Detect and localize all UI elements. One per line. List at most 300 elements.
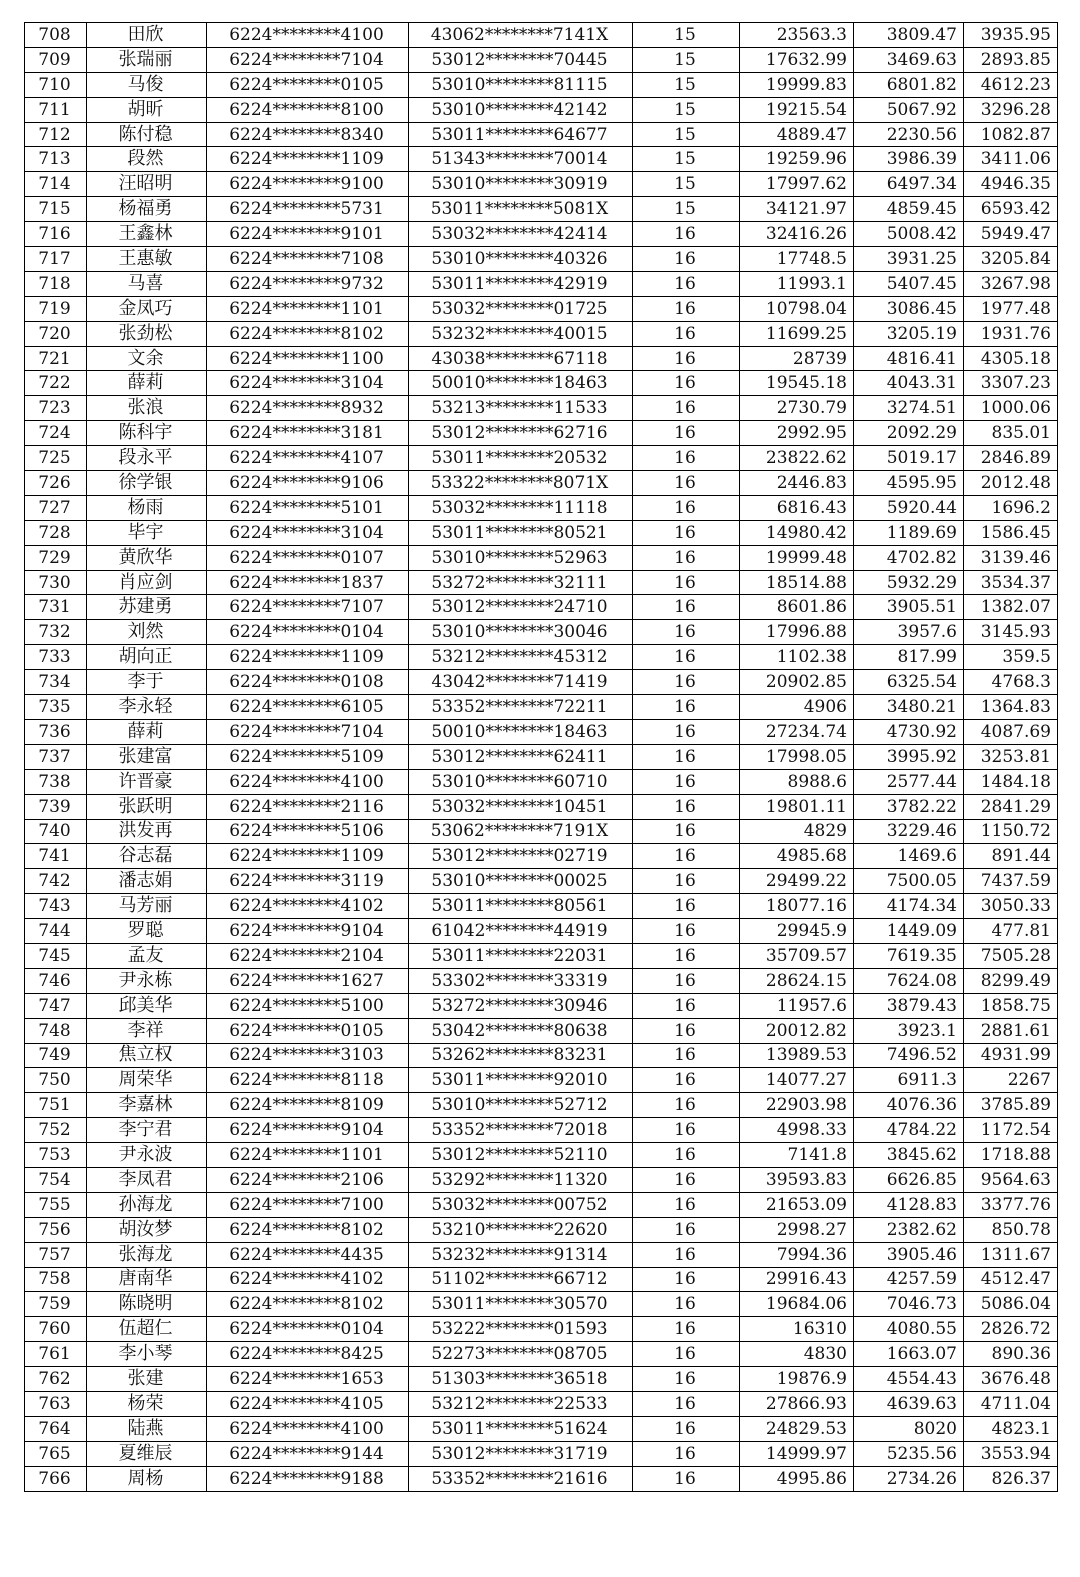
cell-subsidy: 5932.29 — [854, 570, 964, 595]
cell-bank-card-number: 6224********2116 — [207, 794, 409, 819]
cell-row-index: 740 — [25, 819, 87, 844]
cell-amount: 39593.83 — [740, 1167, 854, 1192]
cell-amount: 2730.79 — [740, 396, 854, 421]
cell-count: 16 — [633, 296, 740, 321]
cell-count: 16 — [633, 869, 740, 894]
cell-id-number: 53352********72211 — [409, 695, 633, 720]
cell-bank-card-number: 6224********1109 — [207, 645, 409, 670]
cell-id-number: 53010********52963 — [409, 545, 633, 570]
cell-name: 刘然 — [87, 620, 207, 645]
cell-subsidy: 3480.21 — [854, 695, 964, 720]
cell-id-number: 53352********21616 — [409, 1466, 633, 1491]
cell-subsidy: 4257.59 — [854, 1267, 964, 1292]
table-row — [25, 421, 1058, 446]
cell-amount: 11699.25 — [740, 321, 854, 346]
cell-subsidy: 5407.45 — [854, 271, 964, 296]
table-row — [25, 968, 1058, 993]
table-row — [25, 23, 1058, 48]
cell-id-number: 53011********42919 — [409, 271, 633, 296]
table-row — [25, 47, 1058, 72]
cell-payout: 4823.1 — [964, 1416, 1058, 1441]
cell-name: 周荣华 — [87, 1068, 207, 1093]
cell-bank-card-number: 6224********8102 — [207, 1217, 409, 1242]
cell-subsidy: 4639.63 — [854, 1391, 964, 1416]
cell-payout: 2881.61 — [964, 1018, 1058, 1043]
cell-count: 16 — [633, 1093, 740, 1118]
cell-name: 张建 — [87, 1367, 207, 1392]
cell-amount: 29916.43 — [740, 1267, 854, 1292]
cell-count: 16 — [633, 1391, 740, 1416]
cell-subsidy: 2092.29 — [854, 421, 964, 446]
cell-subsidy: 7619.35 — [854, 943, 964, 968]
cell-amount: 4889.47 — [740, 122, 854, 147]
cell-bank-card-number: 6224********0104 — [207, 620, 409, 645]
cell-subsidy: 3986.39 — [854, 147, 964, 172]
cell-count: 16 — [633, 1118, 740, 1143]
cell-id-number: 53012********52110 — [409, 1143, 633, 1168]
table-row — [25, 197, 1058, 222]
cell-name: 胡昕 — [87, 97, 207, 122]
cell-id-number: 50010********18463 — [409, 371, 633, 396]
cell-name: 李永轻 — [87, 695, 207, 720]
table-row — [25, 1367, 1058, 1392]
cell-id-number: 51303********36518 — [409, 1367, 633, 1392]
cell-amount: 19545.18 — [740, 371, 854, 396]
cell-amount: 4830 — [740, 1342, 854, 1367]
cell-payout: 3307.23 — [964, 371, 1058, 396]
cell-count: 16 — [633, 495, 740, 520]
cell-payout: 4512.47 — [964, 1267, 1058, 1292]
table-row — [25, 943, 1058, 968]
table-row — [25, 520, 1058, 545]
table-row — [25, 595, 1058, 620]
table-row — [25, 695, 1058, 720]
cell-id-number: 53272********30946 — [409, 993, 633, 1018]
cell-amount: 11957.6 — [740, 993, 854, 1018]
cell-payout: 7437.59 — [964, 869, 1058, 894]
cell-subsidy: 4128.83 — [854, 1192, 964, 1217]
cell-count: 16 — [633, 943, 740, 968]
cell-count: 16 — [633, 645, 740, 670]
cell-id-number: 53012********62716 — [409, 421, 633, 446]
cell-name: 焦立权 — [87, 1043, 207, 1068]
cell-count: 16 — [633, 993, 740, 1018]
cell-amount: 19999.48 — [740, 545, 854, 570]
cell-bank-card-number: 6224********1109 — [207, 147, 409, 172]
cell-count: 16 — [633, 769, 740, 794]
cell-count: 15 — [633, 97, 740, 122]
cell-payout: 3935.95 — [964, 23, 1058, 48]
cell-row-index: 722 — [25, 371, 87, 396]
cell-payout: 3050.33 — [964, 894, 1058, 919]
cell-id-number: 53011********20532 — [409, 446, 633, 471]
cell-amount: 28624.15 — [740, 968, 854, 993]
cell-row-index: 741 — [25, 844, 87, 869]
cell-subsidy: 1663.07 — [854, 1342, 964, 1367]
cell-row-index: 710 — [25, 72, 87, 97]
cell-payout: 850.78 — [964, 1217, 1058, 1242]
cell-id-number: 53011********30570 — [409, 1292, 633, 1317]
cell-subsidy: 6911.3 — [854, 1068, 964, 1093]
cell-count: 16 — [633, 919, 740, 944]
cell-name: 王惠敏 — [87, 247, 207, 272]
cell-subsidy: 4816.41 — [854, 346, 964, 371]
table-row — [25, 247, 1058, 272]
cell-payout: 1586.45 — [964, 520, 1058, 545]
cell-subsidy: 7624.08 — [854, 968, 964, 993]
cell-subsidy: 4043.31 — [854, 371, 964, 396]
cell-payout: 2012.48 — [964, 471, 1058, 496]
cell-name: 马芳丽 — [87, 894, 207, 919]
cell-bank-card-number: 6224********4100 — [207, 23, 409, 48]
cell-payout: 1931.76 — [964, 321, 1058, 346]
cell-row-index: 736 — [25, 719, 87, 744]
cell-row-index: 735 — [25, 695, 87, 720]
cell-id-number: 53011********92010 — [409, 1068, 633, 1093]
cell-bank-card-number: 6224********3119 — [207, 869, 409, 894]
cell-amount: 17632.99 — [740, 47, 854, 72]
cell-bank-card-number: 6224********2104 — [207, 943, 409, 968]
table-row — [25, 371, 1058, 396]
cell-count: 16 — [633, 271, 740, 296]
table-row — [25, 1391, 1058, 1416]
table-row — [25, 1242, 1058, 1267]
cell-name: 毕宇 — [87, 520, 207, 545]
cell-bank-card-number: 6224********0105 — [207, 72, 409, 97]
cell-amount: 18514.88 — [740, 570, 854, 595]
cell-subsidy: 3995.92 — [854, 744, 964, 769]
cell-bank-card-number: 6224********5106 — [207, 819, 409, 844]
cell-id-number: 61042********44919 — [409, 919, 633, 944]
cell-amount: 4998.33 — [740, 1118, 854, 1143]
table-row — [25, 645, 1058, 670]
cell-bank-card-number: 6224********7107 — [207, 595, 409, 620]
cell-bank-card-number: 6224********8100 — [207, 97, 409, 122]
cell-count: 16 — [633, 1043, 740, 1068]
cell-amount: 4829 — [740, 819, 854, 844]
cell-name: 田欣 — [87, 23, 207, 48]
cell-bank-card-number: 6224********1101 — [207, 1143, 409, 1168]
cell-name: 邱美华 — [87, 993, 207, 1018]
cell-name: 胡汝梦 — [87, 1217, 207, 1242]
cell-bank-card-number: 6224********9100 — [207, 172, 409, 197]
cell-payout: 3145.93 — [964, 620, 1058, 645]
cell-count: 16 — [633, 695, 740, 720]
cell-payout: 1311.67 — [964, 1242, 1058, 1267]
cell-count: 16 — [633, 1167, 740, 1192]
cell-id-number: 53212********45312 — [409, 645, 633, 670]
cell-payout: 3411.06 — [964, 147, 1058, 172]
cell-payout: 3253.81 — [964, 744, 1058, 769]
cell-count: 16 — [633, 1466, 740, 1491]
cell-payout: 4768.3 — [964, 670, 1058, 695]
cell-name: 周杨 — [87, 1466, 207, 1491]
cell-amount: 10798.04 — [740, 296, 854, 321]
cell-count: 16 — [633, 545, 740, 570]
cell-id-number: 53012********70445 — [409, 47, 633, 72]
cell-name: 金凤巧 — [87, 296, 207, 321]
cell-row-index: 751 — [25, 1093, 87, 1118]
cell-id-number: 53012********02719 — [409, 844, 633, 869]
table-row — [25, 769, 1058, 794]
table-row — [25, 1342, 1058, 1367]
cell-row-index: 753 — [25, 1143, 87, 1168]
cell-bank-card-number: 6224********3103 — [207, 1043, 409, 1068]
cell-row-index: 713 — [25, 147, 87, 172]
cell-id-number: 53322********8071X — [409, 471, 633, 496]
cell-row-index: 729 — [25, 545, 87, 570]
cell-count: 15 — [633, 72, 740, 97]
cell-amount: 11993.1 — [740, 271, 854, 296]
cell-amount: 34121.97 — [740, 197, 854, 222]
table-row — [25, 993, 1058, 1018]
cell-count: 16 — [633, 1068, 740, 1093]
cell-row-index: 712 — [25, 122, 87, 147]
cell-payout: 3377.76 — [964, 1192, 1058, 1217]
cell-amount: 1102.38 — [740, 645, 854, 670]
cell-amount: 2446.83 — [740, 471, 854, 496]
cell-name: 潘志娟 — [87, 869, 207, 894]
cell-id-number: 53262********83231 — [409, 1043, 633, 1068]
cell-row-index: 742 — [25, 869, 87, 894]
cell-subsidy: 4080.55 — [854, 1317, 964, 1342]
table-row — [25, 1267, 1058, 1292]
cell-bank-card-number: 6224********9732 — [207, 271, 409, 296]
cell-row-index: 755 — [25, 1192, 87, 1217]
cell-count: 16 — [633, 471, 740, 496]
cell-row-index: 718 — [25, 271, 87, 296]
cell-bank-card-number: 6224********8118 — [207, 1068, 409, 1093]
cell-row-index: 744 — [25, 919, 87, 944]
cell-subsidy: 7500.05 — [854, 869, 964, 894]
cell-bank-card-number: 6224********5109 — [207, 744, 409, 769]
cell-subsidy: 5235.56 — [854, 1441, 964, 1466]
cell-subsidy: 3086.45 — [854, 296, 964, 321]
cell-id-number: 53010********42142 — [409, 97, 633, 122]
cell-bank-card-number: 6224********3104 — [207, 520, 409, 545]
cell-bank-card-number: 6224********4100 — [207, 769, 409, 794]
cell-amount: 17996.88 — [740, 620, 854, 645]
cell-payout: 835.01 — [964, 421, 1058, 446]
cell-bank-card-number: 6224********0104 — [207, 1317, 409, 1342]
cell-payout: 2826.72 — [964, 1317, 1058, 1342]
table-row — [25, 495, 1058, 520]
cell-payout: 1696.2 — [964, 495, 1058, 520]
cell-bank-card-number: 6224********9106 — [207, 471, 409, 496]
cell-name: 洪发再 — [87, 819, 207, 844]
cell-id-number: 53010********00025 — [409, 869, 633, 894]
table-body — [25, 23, 1058, 1492]
cell-row-index: 758 — [25, 1267, 87, 1292]
cell-row-index: 731 — [25, 595, 87, 620]
cell-count: 16 — [633, 321, 740, 346]
cell-count: 16 — [633, 570, 740, 595]
cell-row-index: 726 — [25, 471, 87, 496]
cell-amount: 8988.6 — [740, 769, 854, 794]
cell-count: 15 — [633, 147, 740, 172]
cell-subsidy: 6497.34 — [854, 172, 964, 197]
cell-bank-card-number: 6224********8340 — [207, 122, 409, 147]
cell-name: 李宁君 — [87, 1118, 207, 1143]
cell-subsidy: 3469.63 — [854, 47, 964, 72]
cell-amount: 19876.9 — [740, 1367, 854, 1392]
cell-count: 16 — [633, 1367, 740, 1392]
cell-amount: 20902.85 — [740, 670, 854, 695]
cell-subsidy: 817.99 — [854, 645, 964, 670]
cell-bank-card-number: 6224********7104 — [207, 47, 409, 72]
cell-subsidy: 3957.6 — [854, 620, 964, 645]
cell-count: 16 — [633, 1441, 740, 1466]
cell-row-index: 747 — [25, 993, 87, 1018]
cell-amount: 4995.86 — [740, 1466, 854, 1491]
table-row — [25, 1018, 1058, 1043]
cell-row-index: 762 — [25, 1367, 87, 1392]
cell-count: 15 — [633, 172, 740, 197]
cell-payout: 3676.48 — [964, 1367, 1058, 1392]
cell-id-number: 53352********72018 — [409, 1118, 633, 1143]
cell-row-index: 760 — [25, 1317, 87, 1342]
cell-payout: 8299.49 — [964, 968, 1058, 993]
cell-payout: 4087.69 — [964, 719, 1058, 744]
cell-name: 薛莉 — [87, 719, 207, 744]
cell-count: 16 — [633, 1018, 740, 1043]
cell-amount: 7994.36 — [740, 1242, 854, 1267]
cell-bank-card-number: 6224********4100 — [207, 1416, 409, 1441]
cell-payout: 4946.35 — [964, 172, 1058, 197]
cell-payout: 477.81 — [964, 919, 1058, 944]
cell-payout: 5949.47 — [964, 222, 1058, 247]
cell-name: 杨雨 — [87, 495, 207, 520]
table-row — [25, 1093, 1058, 1118]
cell-payout: 1082.87 — [964, 122, 1058, 147]
table-row — [25, 122, 1058, 147]
cell-amount: 13989.53 — [740, 1043, 854, 1068]
cell-id-number: 53042********80638 — [409, 1018, 633, 1043]
cell-name: 胡向正 — [87, 645, 207, 670]
cell-subsidy: 1449.09 — [854, 919, 964, 944]
table-row — [25, 396, 1058, 421]
table-row — [25, 1441, 1058, 1466]
cell-row-index: 764 — [25, 1416, 87, 1441]
cell-id-number: 53302********33319 — [409, 968, 633, 993]
cell-id-number: 53010********52712 — [409, 1093, 633, 1118]
cell-name: 李嘉林 — [87, 1093, 207, 1118]
cell-subsidy: 4784.22 — [854, 1118, 964, 1143]
cell-id-number: 53011********22031 — [409, 943, 633, 968]
cell-row-index: 721 — [25, 346, 87, 371]
cell-id-number: 43062********7141X — [409, 23, 633, 48]
cell-bank-card-number: 6224********1100 — [207, 346, 409, 371]
cell-bank-card-number: 6224********6105 — [207, 695, 409, 720]
cell-subsidy: 5008.42 — [854, 222, 964, 247]
cell-bank-card-number: 6224********9104 — [207, 919, 409, 944]
cell-payout: 2893.85 — [964, 47, 1058, 72]
cell-row-index: 708 — [25, 23, 87, 48]
cell-payout: 1977.48 — [964, 296, 1058, 321]
cell-id-number: 53012********62411 — [409, 744, 633, 769]
cell-subsidy: 3931.25 — [854, 247, 964, 272]
cell-bank-card-number: 6224********5731 — [207, 197, 409, 222]
cell-row-index: 709 — [25, 47, 87, 72]
cell-id-number: 53011********80561 — [409, 894, 633, 919]
cell-payout: 359.5 — [964, 645, 1058, 670]
cell-row-index: 738 — [25, 769, 87, 794]
cell-bank-card-number: 6224********1837 — [207, 570, 409, 595]
cell-bank-card-number: 6224********0105 — [207, 1018, 409, 1043]
table-row — [25, 1416, 1058, 1441]
cell-name: 徐学银 — [87, 471, 207, 496]
cell-row-index: 715 — [25, 197, 87, 222]
cell-row-index: 752 — [25, 1118, 87, 1143]
cell-count: 15 — [633, 197, 740, 222]
cell-bank-card-number: 6224********8109 — [207, 1093, 409, 1118]
cell-amount: 35709.57 — [740, 943, 854, 968]
table-row — [25, 1292, 1058, 1317]
cell-name: 罗聪 — [87, 919, 207, 944]
cell-name: 夏维辰 — [87, 1441, 207, 1466]
cell-bank-card-number: 6224********9188 — [207, 1466, 409, 1491]
cell-amount: 17748.5 — [740, 247, 854, 272]
cell-amount: 4906 — [740, 695, 854, 720]
table-row — [25, 172, 1058, 197]
cell-count: 16 — [633, 371, 740, 396]
cell-amount: 23563.3 — [740, 23, 854, 48]
cell-id-number: 53212********22533 — [409, 1391, 633, 1416]
cell-name: 汪昭明 — [87, 172, 207, 197]
cell-subsidy: 5920.44 — [854, 495, 964, 520]
cell-payout: 3205.84 — [964, 247, 1058, 272]
cell-id-number: 53232********91314 — [409, 1242, 633, 1267]
table-row — [25, 1068, 1058, 1093]
table-row — [25, 271, 1058, 296]
cell-bank-card-number: 6224********8932 — [207, 396, 409, 421]
cell-name: 孙海龙 — [87, 1192, 207, 1217]
cell-amount: 27866.93 — [740, 1391, 854, 1416]
cell-row-index: 711 — [25, 97, 87, 122]
cell-subsidy: 6325.54 — [854, 670, 964, 695]
cell-bank-card-number: 6224********4107 — [207, 446, 409, 471]
cell-payout: 6593.42 — [964, 197, 1058, 222]
cell-row-index: 759 — [25, 1292, 87, 1317]
cell-row-index: 743 — [25, 894, 87, 919]
cell-id-number: 53222********01593 — [409, 1317, 633, 1342]
cell-id-number: 53010********60710 — [409, 769, 633, 794]
cell-amount: 7141.8 — [740, 1143, 854, 1168]
data-table — [24, 22, 1058, 1492]
cell-name: 王鑫林 — [87, 222, 207, 247]
cell-count: 16 — [633, 595, 740, 620]
cell-id-number: 53272********32111 — [409, 570, 633, 595]
cell-row-index: 739 — [25, 794, 87, 819]
cell-amount: 2998.27 — [740, 1217, 854, 1242]
cell-count: 16 — [633, 446, 740, 471]
cell-count: 16 — [633, 1416, 740, 1441]
cell-row-index: 716 — [25, 222, 87, 247]
table-row — [25, 844, 1058, 869]
cell-id-number: 43042********71419 — [409, 670, 633, 695]
cell-count: 16 — [633, 1342, 740, 1367]
cell-count: 16 — [633, 620, 740, 645]
table-row — [25, 620, 1058, 645]
cell-name: 陈晓明 — [87, 1292, 207, 1317]
cell-subsidy: 3923.1 — [854, 1018, 964, 1043]
cell-amount: 17998.05 — [740, 744, 854, 769]
cell-row-index: 734 — [25, 670, 87, 695]
cell-id-number: 53292********11320 — [409, 1167, 633, 1192]
cell-name: 尹永波 — [87, 1143, 207, 1168]
cell-bank-card-number: 6224********7108 — [207, 247, 409, 272]
cell-payout: 890.36 — [964, 1342, 1058, 1367]
